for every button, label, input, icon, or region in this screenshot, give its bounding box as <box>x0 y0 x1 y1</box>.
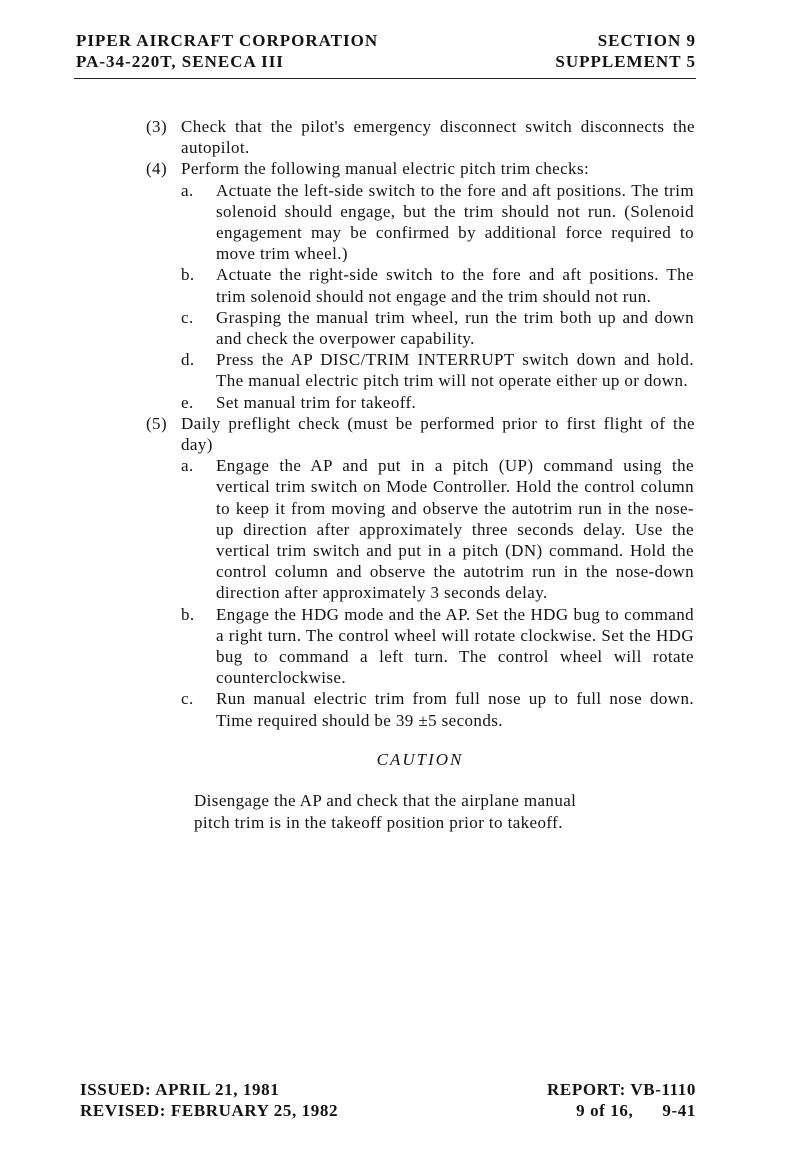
step-4c <box>0 307 800 349</box>
caution-heading: CAUTION <box>376 749 464 769</box>
substep-letter: e. <box>181 392 194 412</box>
footer-right <box>547 1079 696 1121</box>
substep-text: Actuate the right-side switch to the fore and aft positions. The trim solenoid should not engage and the trim should not run. <box>216 265 694 306</box>
document-body <box>0 116 800 834</box>
supplement-label: SUPPLEMENT 5 <box>555 52 696 71</box>
aircraft-model: PA-34-220T, SENECA III <box>76 52 284 71</box>
step-4b <box>0 264 800 306</box>
substep-letter: b. <box>181 265 195 285</box>
footer-left <box>80 1079 338 1121</box>
header-divider <box>74 78 696 79</box>
substep-text: Press the AP DISC/TRIM INTERRUPT switch down and hold. The manual electric pitch trim will not operate either up or down. <box>216 350 694 391</box>
substep-text: Engage the AP and put in a pitch (UP) command using the vertical trim switch on Mode Controller. Hold the control column to keep it from moving and observe the autotrim run in the nose-up direction after approximately three seconds delay. Use the vertical trim switch and put in a pitch (DN) command. Hold the control column and observe the autotrim run in the nose-down direction after approximately 3 seconds delay. <box>216 456 694 603</box>
substep-letter: b. <box>181 604 195 624</box>
section-label: SECTION 9 <box>597 31 696 50</box>
revised-date: REVISED: FEBRUARY 25, 1982 <box>80 1101 339 1120</box>
step-text: Daily preflight check (must be performed prior to first flight of the day) <box>181 413 695 455</box>
step-5b <box>0 604 800 689</box>
step-number: (4) <box>146 159 168 179</box>
step-5c <box>0 688 800 730</box>
substep-text: Actuate the left-side switch to the fore and aft positions. The trim solenoid should engage, but the trim should not run. (Solenoid engagement may be confirmed by additional force required to move trim wheel.) <box>216 180 694 264</box>
step-5 <box>0 413 800 455</box>
substep-letter: c. <box>181 689 194 709</box>
substep-letter: a. <box>181 180 194 200</box>
issued-date: ISSUED: APRIL 21, 1981 <box>80 1080 280 1099</box>
step-4a <box>0 180 800 265</box>
substep-text: Grasping the manual trim wheel, run the trim both up and down and check the overpower capability. <box>216 307 694 349</box>
step-text: Check that the pilot's emergency disconnect switch disconnects the autopilot. <box>181 117 695 158</box>
substep-letter: c. <box>181 307 194 327</box>
header-right <box>555 30 696 72</box>
step-4d <box>0 349 800 391</box>
step-3 <box>0 116 800 158</box>
substep-text: Engage the HDG mode and the AP. Set the HDG bug to command a right turn. The control wheel will rotate clockwise. Set the HDG bug to command a left turn. The control wheel will rotate counterclockwise. <box>216 604 694 688</box>
step-5a <box>0 455 800 603</box>
step-text: Perform the following manual electric pitch trim checks: <box>181 159 590 179</box>
report-number: REPORT: VB-1110 <box>547 1080 696 1099</box>
page-number: 9 of 16, 9-41 <box>576 1101 696 1120</box>
substep-text: Set manual trim for takeoff. <box>216 392 417 412</box>
step-4e <box>0 392 800 413</box>
step-4 <box>0 158 800 179</box>
caution-text: Disengage the AP and check that the airplane manual pitch trim is in the takeoff position prior to takeoff. <box>194 791 577 833</box>
substep-letter: d. <box>181 350 195 370</box>
header-left <box>76 30 378 72</box>
step-number: (5) <box>146 413 168 433</box>
step-number: (3) <box>146 117 168 136</box>
company-name: PIPER AIRCRAFT CORPORATION <box>76 31 379 50</box>
substep-letter: a. <box>181 456 194 476</box>
substep-text: Run manual electric trim from full nose up to full nose down. Time required should be 39 ±5 seconds. <box>216 689 694 730</box>
